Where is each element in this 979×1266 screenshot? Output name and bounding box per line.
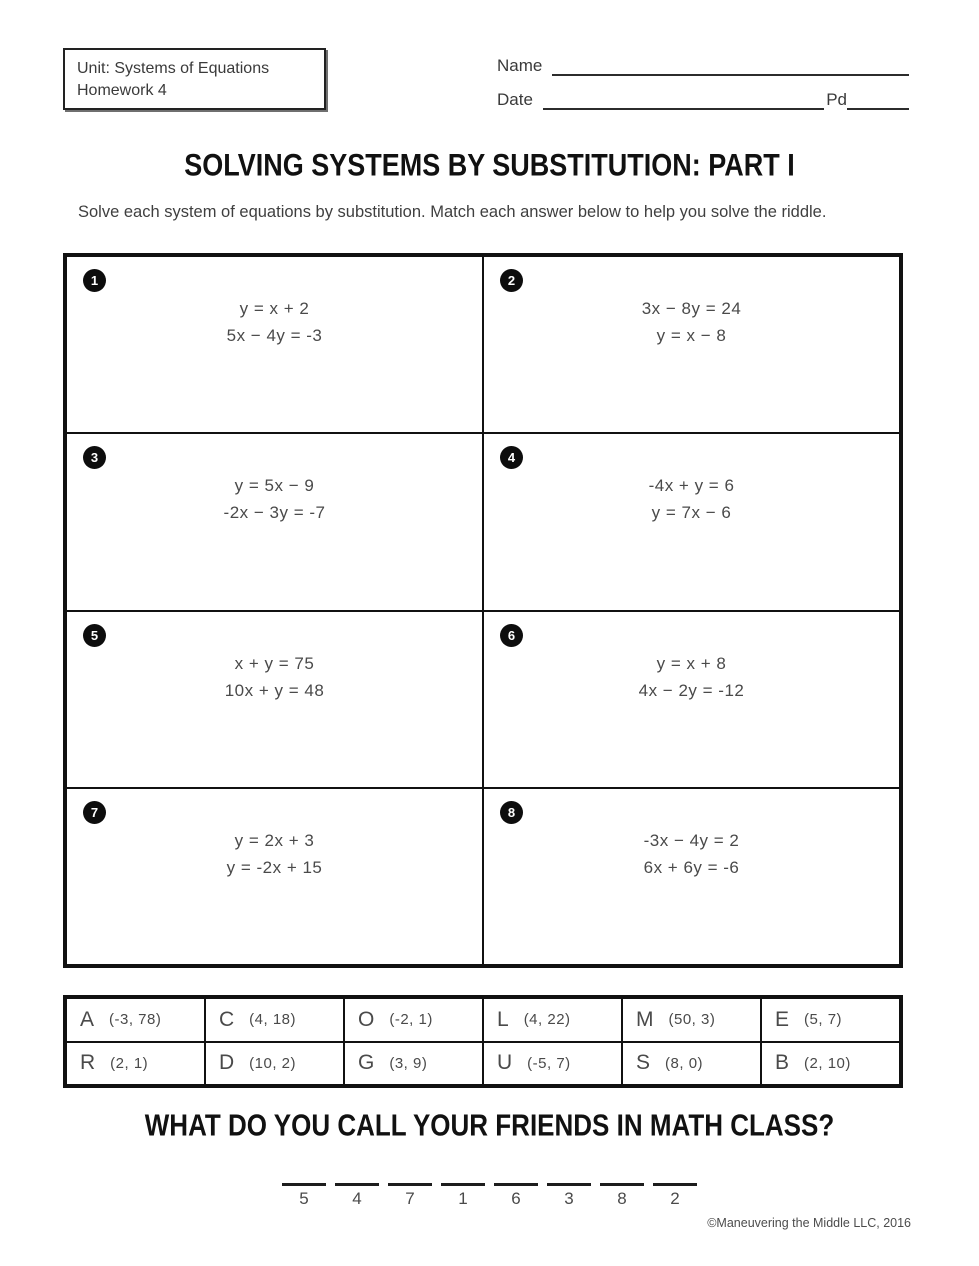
problem-number-badge: 7 — [83, 801, 106, 824]
answer-coordinate: (50, 3) — [668, 1011, 716, 1029]
answer-cell-C — [205, 998, 344, 1042]
riddle-answer-blanks — [0, 1168, 979, 1209]
problem-number-badge: 1 — [83, 269, 106, 292]
unit-title: Unit: Systems of Equations — [77, 60, 270, 77]
answer-cell-B — [761, 1042, 900, 1086]
name-label: Name — [497, 56, 543, 75]
date-label: Date — [497, 90, 533, 109]
answer-cell-E — [761, 998, 900, 1042]
answer-letter: M — [636, 1007, 654, 1031]
problem-number-badge: 2 — [500, 269, 523, 292]
equation-line-1: x + y = 75 — [234, 653, 315, 673]
answer-letter: B — [775, 1051, 790, 1075]
answer-coordinate: (5, 7) — [804, 1011, 843, 1029]
problems-grid — [63, 253, 903, 968]
pd-blank-line — [847, 88, 909, 110]
answer-cell-D — [205, 1042, 344, 1086]
problem-cell-6 — [483, 611, 900, 788]
equation-block — [67, 827, 482, 881]
equation-line-1: y = 5x − 9 — [234, 476, 315, 496]
answer-cell-R — [66, 1042, 205, 1086]
answer-letter: E — [775, 1007, 790, 1031]
date-field-row — [497, 84, 909, 110]
problem-cell-2 — [483, 256, 900, 433]
page-title: SOLVING SYSTEMS BY SUBSTITUTION: PART I — [184, 147, 795, 183]
answer-letter: C — [219, 1007, 235, 1031]
answer-coordinate: (4, 22) — [523, 1011, 571, 1029]
answer-blank-5 — [494, 1168, 538, 1209]
answer-coordinate: (4, 18) — [249, 1011, 297, 1029]
problem-number-badge: 4 — [500, 446, 523, 469]
instructions-text: Solve each system of equations by substitution. Match each answer below to help you solve the riddle. — [78, 203, 827, 221]
answer-coordinate: (-2, 1) — [389, 1011, 433, 1029]
blank-line — [494, 1168, 538, 1186]
equation-line-1: -3x − 4y = 2 — [643, 830, 740, 850]
answer-coordinate: (3, 9) — [389, 1054, 428, 1072]
blank-number: 7 — [405, 1189, 415, 1208]
answer-cell-O — [344, 998, 483, 1042]
answer-letter: S — [636, 1051, 651, 1075]
equation-line-1: y = x + 2 — [239, 299, 310, 318]
equation-line-1: -4x + y = 6 — [648, 476, 735, 496]
blank-line — [441, 1168, 485, 1186]
answer-blank-8 — [653, 1168, 697, 1209]
answer-cell-U — [483, 1042, 622, 1086]
date-blank-line — [543, 88, 824, 110]
answer-coordinate: (-3, 78) — [109, 1011, 162, 1029]
answer-cell-L — [483, 998, 622, 1042]
answer-coordinate: (2, 1) — [110, 1054, 149, 1072]
equation-line-2: y = 7x − 6 — [651, 503, 732, 523]
problem-number-badge: 5 — [83, 624, 106, 647]
answer-letter: U — [497, 1051, 513, 1075]
blank-number: 3 — [564, 1189, 574, 1208]
answer-blank-3 — [388, 1168, 432, 1209]
answer-letter: O — [358, 1007, 375, 1031]
copyright-text: ©Maneuvering the Middle LLC, 2016 — [707, 1216, 911, 1230]
blank-line — [600, 1168, 644, 1186]
blank-number: 2 — [670, 1189, 680, 1208]
answer-cell-A — [66, 998, 205, 1042]
answer-blank-4 — [441, 1168, 485, 1209]
answer-letter: L — [497, 1007, 509, 1031]
equation-line-2: 6x + 6y = -6 — [643, 857, 740, 877]
blank-number: 1 — [458, 1189, 468, 1208]
problem-cell-8 — [483, 788, 900, 965]
answer-blank-1 — [282, 1168, 326, 1209]
problem-number-badge: 6 — [500, 624, 523, 647]
problem-cell-3 — [66, 433, 483, 610]
equation-line-2: y = x − 8 — [656, 326, 727, 345]
equation-line-2: 5x − 4y = -3 — [226, 326, 323, 345]
equation-line-2: 4x − 2y = -12 — [638, 680, 745, 700]
equation-line-2: -2x − 3y = -7 — [223, 503, 326, 523]
equation-block — [67, 650, 482, 704]
answer-coordinate: (8, 0) — [665, 1054, 704, 1072]
problem-cell-4 — [483, 433, 900, 610]
answer-cell-G — [344, 1042, 483, 1086]
pd-label: Pd — [826, 90, 847, 109]
blank-number: 4 — [352, 1189, 362, 1208]
equation-block — [484, 827, 899, 881]
answer-letter: G — [358, 1051, 375, 1075]
answer-coordinate: (-5, 7) — [527, 1054, 571, 1072]
answer-blank-7 — [600, 1168, 644, 1209]
riddle-question: WHAT DO YOU CALL YOUR FRIENDS IN MATH CLASS? — [144, 1107, 835, 1143]
answer-letter: D — [219, 1051, 235, 1075]
blank-number: 5 — [299, 1189, 309, 1208]
problem-number-badge: 3 — [83, 446, 106, 469]
unit-info-box — [63, 48, 326, 110]
homework-number: Homework 4 — [77, 82, 167, 99]
blank-line — [653, 1168, 697, 1186]
blank-line — [547, 1168, 591, 1186]
problem-number-badge: 8 — [500, 801, 523, 824]
answer-coordinate: (2, 10) — [804, 1054, 851, 1072]
equation-block — [484, 650, 899, 704]
answer-cell-S — [622, 1042, 761, 1086]
answer-blank-2 — [335, 1168, 379, 1209]
title-block — [0, 147, 979, 183]
blank-number: 6 — [511, 1189, 521, 1208]
problem-cell-1 — [66, 256, 483, 433]
equation-line-1: y = 2x + 3 — [234, 830, 315, 850]
equation-block — [484, 295, 899, 349]
equation-line-2: 10x + y = 48 — [224, 680, 325, 700]
problem-cell-7 — [66, 788, 483, 965]
problem-cell-5 — [66, 611, 483, 788]
equation-line-1: 3x − 8y = 24 — [641, 299, 742, 318]
blank-line — [335, 1168, 379, 1186]
answer-letter: A — [80, 1007, 95, 1031]
student-info-fields — [497, 50, 909, 118]
answer-bank-table — [63, 995, 903, 1088]
equation-line-1: y = x + 8 — [656, 653, 727, 673]
blank-number: 8 — [617, 1189, 627, 1208]
equation-line-2: y = -2x + 15 — [226, 857, 323, 877]
name-blank-line — [552, 54, 909, 76]
answer-blank-6 — [547, 1168, 591, 1209]
blank-line — [282, 1168, 326, 1186]
blank-line — [388, 1168, 432, 1186]
equation-block — [484, 472, 899, 526]
answer-cell-M — [622, 998, 761, 1042]
answer-letter: R — [80, 1051, 96, 1075]
equation-block — [67, 472, 482, 526]
name-field-row — [497, 50, 909, 76]
equation-block — [67, 295, 482, 349]
riddle-block — [0, 1107, 979, 1143]
answer-coordinate: (10, 2) — [249, 1054, 297, 1072]
